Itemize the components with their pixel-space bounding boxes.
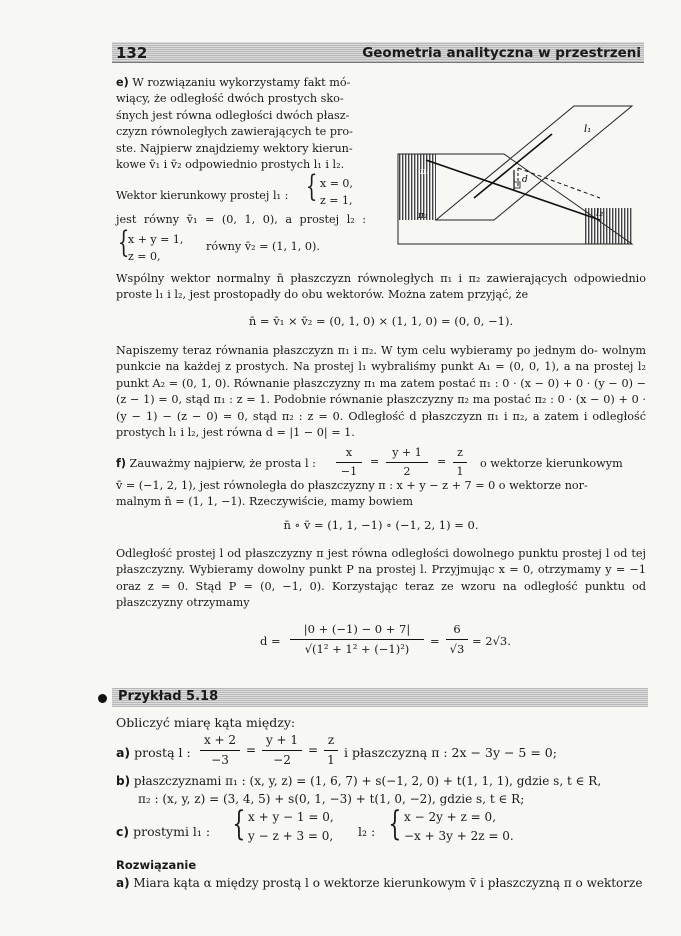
a-frac2-den: −2 xyxy=(273,753,291,767)
a-frac2-num: y + 1 xyxy=(265,733,299,747)
page-number: 132 xyxy=(116,44,148,62)
label-l1: l₁ xyxy=(584,124,592,135)
l1-vector-text: Wektor kierunkowy prostej l₁ : xyxy=(116,189,289,202)
example-a-post: i płaszczyzną π : 2x − 3y − 5 = 0; xyxy=(344,745,557,760)
a-frac1-num: x + 2 xyxy=(203,733,237,747)
dist-num: |0 + (−1) − 0 + 7| xyxy=(303,622,411,636)
frac-z-den: 1 xyxy=(456,465,464,478)
dist-den2: √3 xyxy=(449,642,465,656)
solution-heading: Rozwiązanie xyxy=(116,858,197,872)
frac-x-num: x xyxy=(345,446,353,459)
c-brace-2: { xyxy=(388,804,402,844)
label-pi1: π₁ xyxy=(420,167,430,177)
a-frac1-bar xyxy=(200,750,240,751)
label-pi2: π₂ xyxy=(418,211,428,221)
eq-dot-product: n̄ ∘ v̄ = (1, 1, −1) ∘ (−1, 2, 1) = 0. xyxy=(283,518,479,532)
l2-brace: { xyxy=(117,225,130,260)
a-frac2-bar xyxy=(262,750,302,751)
example-a: a) prostą l : xyxy=(116,745,191,760)
part-f-line3: malnym n̄ = (1, 1, −1). Rzeczywiście, mamy bowiem xyxy=(116,495,413,508)
a-frac3-bar xyxy=(324,750,338,751)
para-point-distance: Odległość prostej l od płaszczyzny π jest równa odległości dowolnego punktu prostej l od tej płaszczyzny. Wybieramy dowolny punkt P na prostej l. Przyjmując x = 0, otrzymamy y = −1 oraz z = 0. Stąd P = (0, −1, 0). Korzystając teraz ze wzoru na odległość punktu od płaszczyzny otrzymamy xyxy=(116,547,646,610)
frac-y-den: 2 xyxy=(403,465,411,478)
l2-eq-1: x + y = 1, xyxy=(128,233,184,246)
part-e-paragraph: e) W rozwiązaniu wykorzystamy fakt mó- wiący, że odległość dwóch prostych sko- śnych jest równa odległości dwóch płasz- czyzn równoległych zawierających te pro- ste. Najpierw znajdziemy wektory kierun- kowe v̄₁ i v̄₂ odpowiednio prostych l₁ i l₂. xyxy=(116,76,353,172)
a-frac1-den: −3 xyxy=(211,753,229,767)
chapter-title: Geometria analityczna w przestrzeni xyxy=(362,45,641,61)
part-f-intro: f) Zauważmy najpierw, że prosta l : xyxy=(116,457,316,470)
c-sys2-eq2: −x + 3y + 2z = 0. xyxy=(404,829,514,843)
line-l1 xyxy=(474,134,552,198)
solution-a: a) Miara kąta α między prostą l o wektorze kierunkowym v̄ i płaszczyzną π o wektorze xyxy=(116,876,643,890)
dist-bar2 xyxy=(446,639,468,640)
example-c-mid: l₂ : xyxy=(358,824,376,839)
dist-eq: = xyxy=(430,634,440,648)
l1-eq-1: x = 0, xyxy=(320,177,353,190)
frac-y-bar xyxy=(386,462,428,463)
example-bullet xyxy=(98,694,107,703)
para-normal-vector: Wspólny wektor normalny n̄ płaszczyzn równoległych π₁ i π₂ zawierających odpowiednio proste l₁ i l₂, jest prostopadły do obu wektorów. Można zatem przyjąć, że xyxy=(116,272,646,302)
label-l2: l₂ xyxy=(596,208,604,219)
l2-result: równy v̄₂ = (1, 1, 0). xyxy=(206,240,320,253)
eq-cross-product: n̄ = v̄₁ × v̄₂ = (0, 1, 0) × (1, 1, 0) = (0, 0, −1). xyxy=(248,314,514,328)
dist-bar xyxy=(290,639,424,640)
example-b-line1: b) płaszczyznami π₁ : (x, y, z) = (1, 6, 7) + s(−1, 2, 0) + t(1, 1, 1), gdzie s, t ∈ R, xyxy=(116,774,602,788)
example-prompt: Obliczyć miarę kąta między: xyxy=(116,715,296,730)
plane-pi2-left-hatch xyxy=(398,154,436,220)
a-eq-2: = xyxy=(308,743,319,757)
frac-z-bar xyxy=(453,462,467,463)
example-a-fractions xyxy=(200,733,340,773)
c-sys1-eq2: y − z + 3 = 0, xyxy=(248,829,334,843)
part-f-line2: v̄ = (−1, 2, 1), jest równoległa do płaszczyzny π : x + y − z + 7 = 0 o wektorze nor- xyxy=(116,479,588,492)
frac-y-num: y + 1 xyxy=(392,446,422,459)
c-sys2-eq1: x − 2y + z = 0, xyxy=(404,810,497,824)
dist-den: √(1² + 1² + (−1)²) xyxy=(304,642,410,656)
l1-eq-2: z = 1, xyxy=(320,194,353,207)
l2-system xyxy=(116,225,216,266)
right-angle-mark xyxy=(514,182,520,188)
eq-sign-2: = xyxy=(437,455,447,468)
dist-result: = 2√3. xyxy=(472,634,511,648)
l1-result: jest równy v̄₁ = (0, 1, 0), a prostej l₂ : xyxy=(116,213,367,226)
frac-x-den: −1 xyxy=(340,465,358,478)
a-eq-1: = xyxy=(246,743,257,757)
a-frac3-num: z xyxy=(327,733,335,747)
frac-x-bar xyxy=(336,462,362,463)
planes-figure xyxy=(384,92,646,268)
c-sys1-eq1: x + y − 1 = 0, xyxy=(248,810,334,824)
example-b-line2: π₂ : (x, y, z) = (3, 4, 5) + s(0, 1, −3) + t(1, 0, −2), gdzie s, t ∈ R; xyxy=(138,792,525,806)
distance-formula xyxy=(260,622,520,666)
example-c: c) prostymi l₁ : xyxy=(116,824,211,839)
plane-pi1 xyxy=(436,106,632,220)
part-f-after: o wektorze kierunkowym xyxy=(480,457,623,470)
dist-num2: 6 xyxy=(453,622,461,636)
para-plane-equations: Napiszemy teraz równania płaszczyzn π₁ i π₂. W tym celu wybieramy po jednym do- wolnym punkcie na każdej z prostych. Na prostej l₁ wybraliśmy punkt A₁ = (0, 0, 1), a na prostej l₂ punkt A₂ = (0, 1, 0). Równanie płaszczyzny π₁ ma zatem postać π₁ : 0 · (x − 0) + 0 · (y − 0) − (z − 1) = 0, stąd π₁ : z = 1. Podobnie równanie płaszczyzny π₂ ma postać π₂ : 0 · (x − 0) + 0 · (y − 1) − (z − 0) = 0, stąd π₂ : z = 0. Odległość d płaszczyzn π₁ i π₂, a zatem i odległość prostych l₁ i l₂, jest równa d = |1 − 0| = 1. xyxy=(116,344,646,440)
example-c-sys1 xyxy=(228,806,358,850)
a-frac3-den: 1 xyxy=(327,753,335,767)
label-d: d xyxy=(522,175,528,185)
eq-sign-1: = xyxy=(370,455,380,468)
l1-brace: { xyxy=(305,169,318,204)
example-title: Przykład 5.18 xyxy=(118,689,219,704)
c-brace-1: { xyxy=(232,804,246,844)
l2-eq-2: z = 0, xyxy=(128,250,161,263)
line-l2 xyxy=(426,160,600,220)
example-c-sys2 xyxy=(384,806,534,850)
part-f-fractions xyxy=(336,446,496,482)
dist-lhs: d = xyxy=(260,634,281,648)
frac-z-num: z xyxy=(457,446,463,459)
